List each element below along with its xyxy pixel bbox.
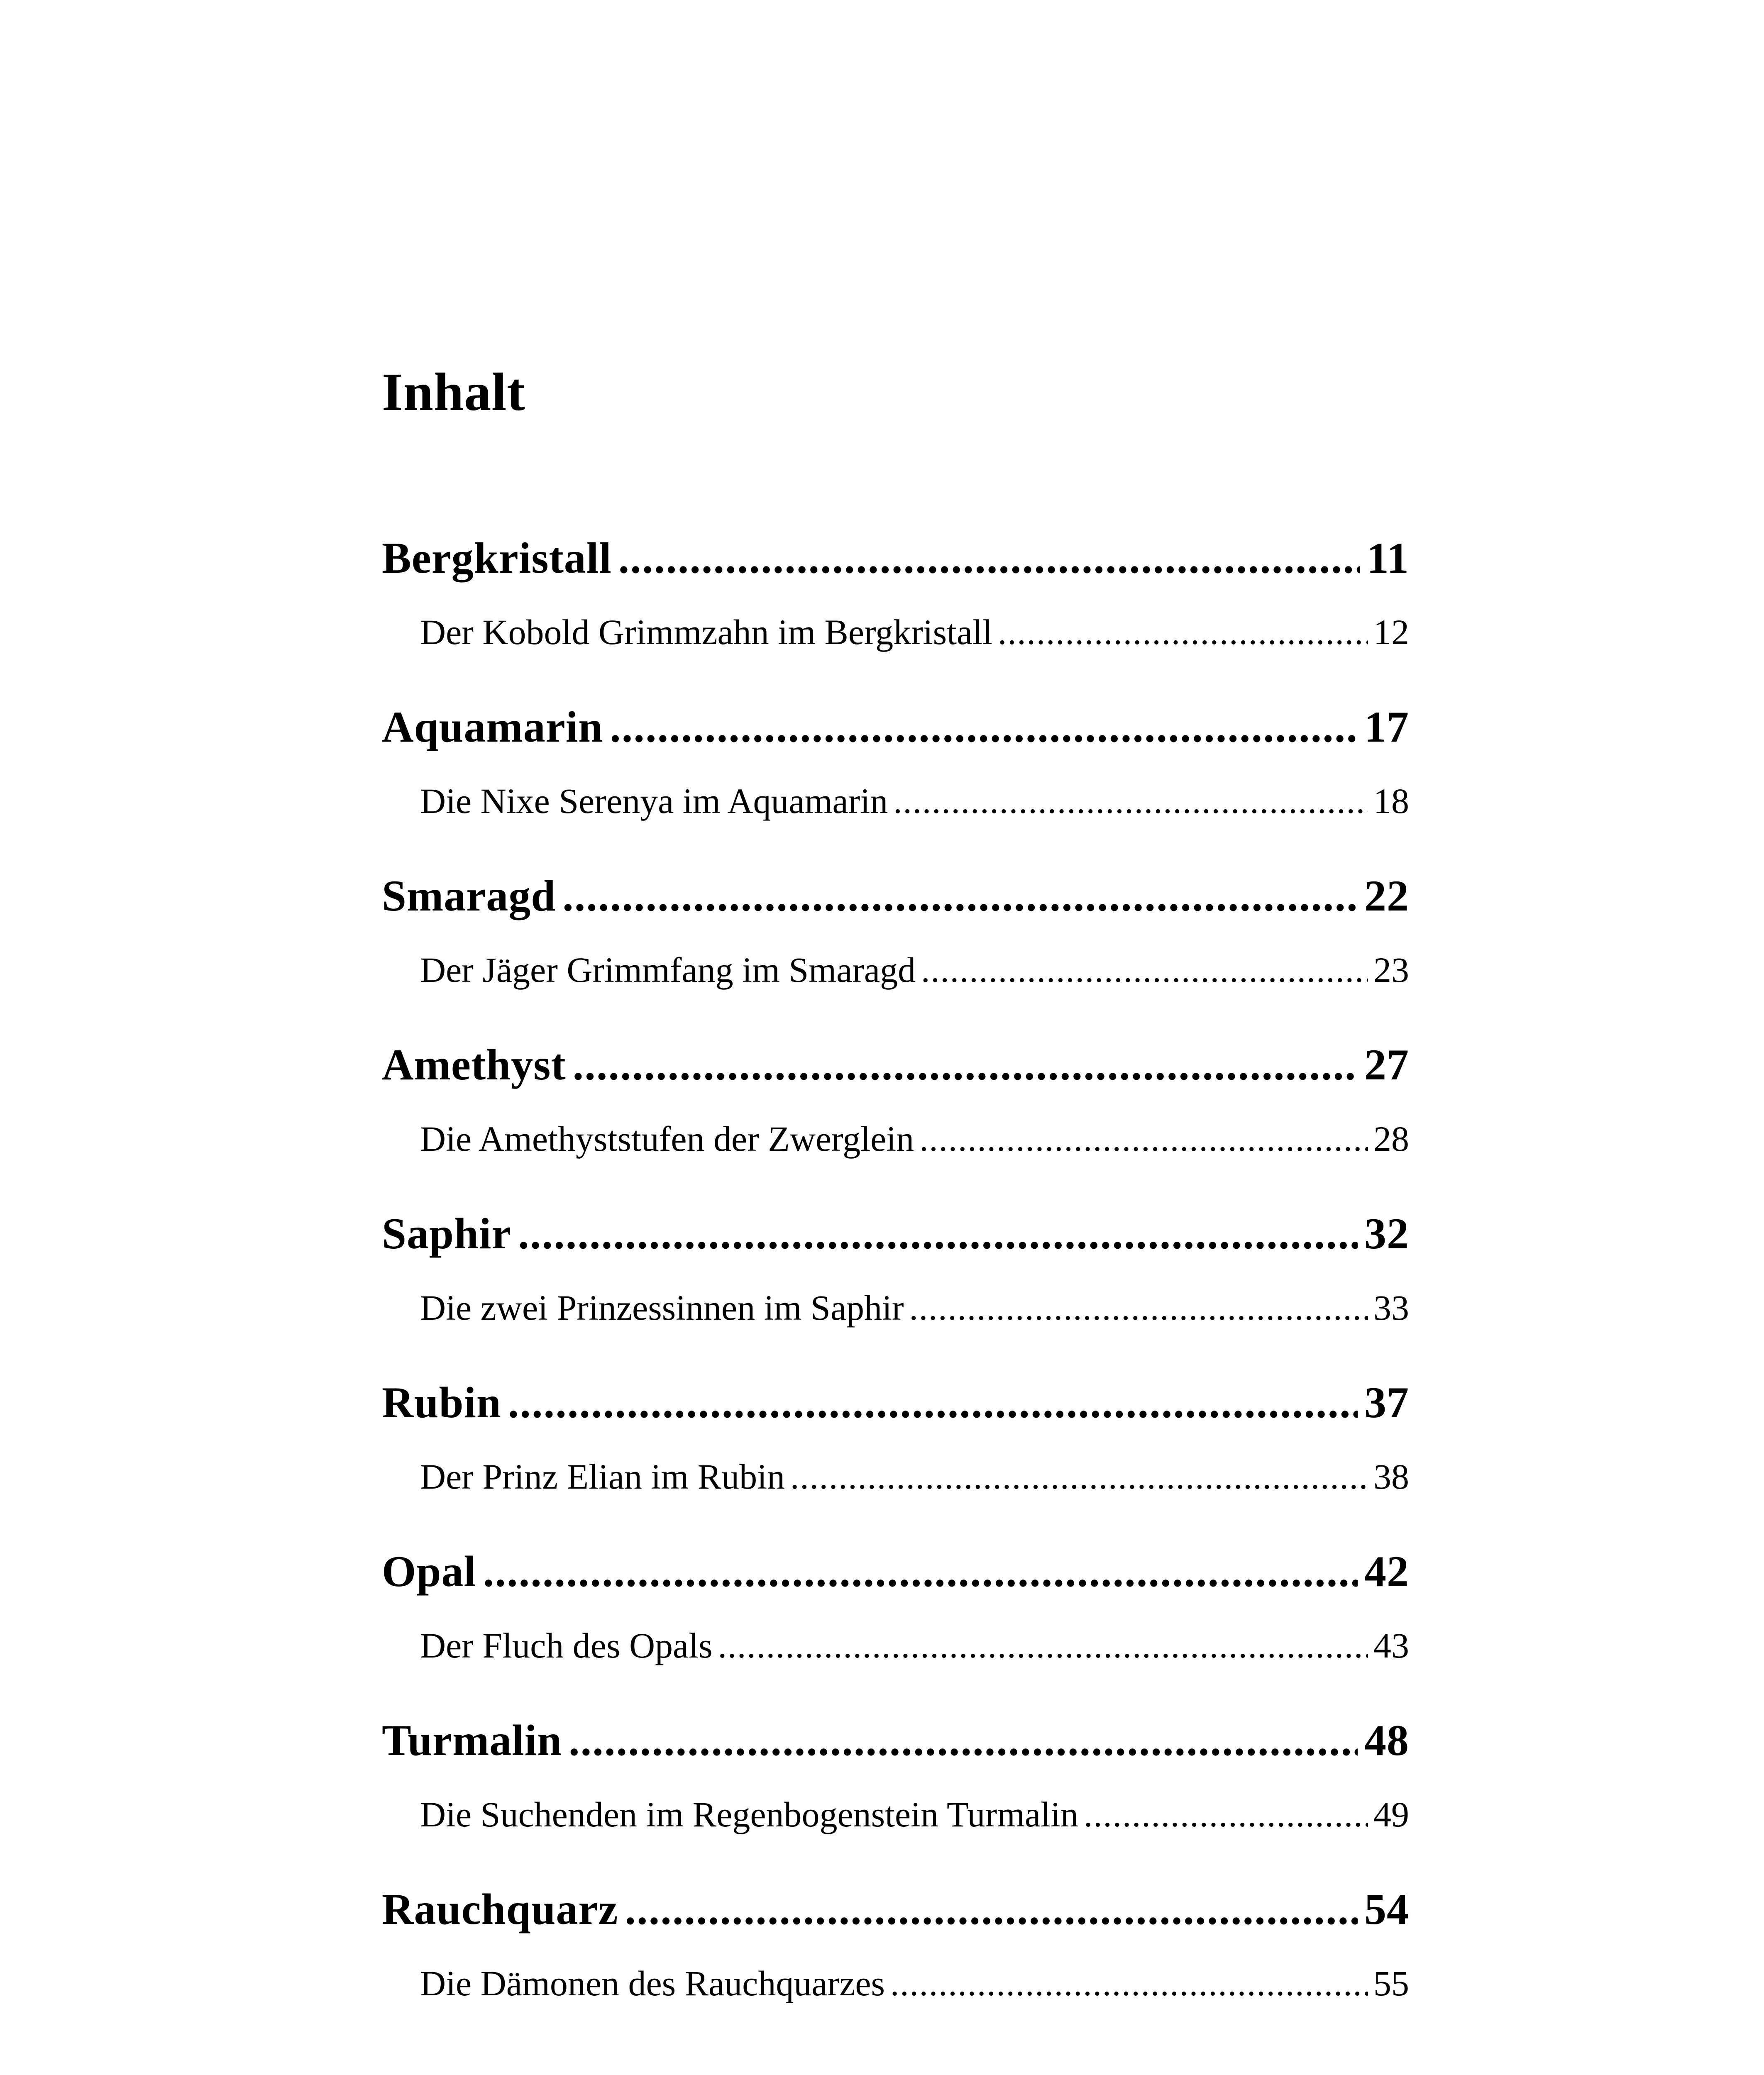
story-title: Der Jäger Grimmfang im Smaragd	[420, 950, 916, 990]
dot-leader	[508, 1372, 1358, 1434]
chapter-page-number: 42	[1364, 1547, 1409, 1596]
chapter-page-number: 11	[1366, 534, 1409, 582]
chapter-page-number: 22	[1364, 872, 1409, 920]
dot-leader	[610, 696, 1358, 758]
story-page-number: 23	[1373, 950, 1409, 990]
story-title: Der Kobold Grimmzahn im Bergkristall	[420, 612, 992, 652]
story-title: Die Suchenden im Regenbogenstein Turmalin	[420, 1794, 1079, 1834]
dot-leader	[998, 605, 1368, 659]
toc-chapter-entry[interactable]	[382, 696, 1409, 758]
toc-story-entry[interactable]	[420, 1787, 1409, 1841]
chapter-title: Aquamarin	[382, 703, 603, 751]
story-page-number: 55	[1373, 1963, 1409, 2003]
toc-section	[382, 865, 1409, 1034]
story-title: Der Fluch des Opals	[420, 1626, 713, 1665]
chapter-page-number: 48	[1364, 1716, 1409, 1765]
story-page-number: 12	[1373, 612, 1409, 652]
chapter-title: Rauchquarz	[382, 1885, 618, 1933]
toc-story-entry[interactable]	[420, 1281, 1409, 1335]
chapter-title: Smaragd	[382, 872, 556, 920]
dot-leader	[921, 943, 1368, 997]
dot-leader	[890, 1956, 1368, 2010]
chapter-title: Saphir	[382, 1209, 512, 1258]
toc-story-entry[interactable]	[420, 943, 1409, 997]
toc-story-entry[interactable]	[420, 1618, 1409, 1672]
story-title: Der Prinz Elian im Rubin	[420, 1457, 785, 1496]
story-page-number: 28	[1373, 1119, 1409, 1159]
chapter-page-number: 54	[1364, 1885, 1409, 1933]
toc-chapter-entry[interactable]	[382, 1709, 1409, 1772]
dot-leader	[518, 1203, 1358, 1265]
dot-leader	[562, 865, 1358, 927]
toc-story-entry[interactable]	[420, 605, 1409, 659]
dot-leader	[919, 1112, 1368, 1166]
dot-leader	[1084, 1787, 1368, 1841]
toc-story-entry[interactable]	[420, 1112, 1409, 1166]
toc-chapter-entry[interactable]	[382, 1878, 1409, 1941]
story-page-number: 33	[1373, 1288, 1409, 1328]
dot-leader	[718, 1618, 1368, 1672]
chapter-page-number: 37	[1364, 1378, 1409, 1427]
story-page-number: 38	[1373, 1457, 1409, 1496]
toc-chapter-entry[interactable]	[382, 1372, 1409, 1434]
dot-leader	[569, 1709, 1358, 1772]
chapter-page-number: 32	[1364, 1209, 1409, 1258]
dot-leader	[909, 1281, 1368, 1335]
story-page-number: 18	[1373, 781, 1409, 821]
story-page-number: 43	[1373, 1626, 1409, 1665]
toc-chapter-entry[interactable]	[382, 1540, 1409, 1603]
dot-leader	[573, 1034, 1358, 1096]
toc-section	[382, 1034, 1409, 1203]
toc-story-entry[interactable]	[420, 1956, 1409, 2010]
toc-section	[382, 527, 1409, 696]
toc-chapter-entry[interactable]	[382, 1034, 1409, 1096]
toc-section	[382, 1878, 1409, 2047]
toc-section	[382, 1540, 1409, 1709]
chapter-title: Turmalin	[382, 1716, 562, 1765]
dot-leader	[790, 1450, 1368, 1504]
toc-chapter-entry[interactable]	[382, 1203, 1409, 1265]
chapter-title: Bergkristall	[382, 534, 612, 582]
chapter-page-number: 27	[1364, 1040, 1409, 1089]
toc-section	[382, 1203, 1409, 1372]
dot-leader	[893, 774, 1368, 828]
toc-section	[382, 696, 1409, 865]
table-of-contents	[382, 527, 1409, 2047]
dot-leader	[483, 1540, 1358, 1603]
toc-story-entry[interactable]	[420, 1450, 1409, 1504]
story-title: Die Dämonen des Rauchquarzes	[420, 1963, 885, 2003]
toc-story-entry[interactable]	[420, 774, 1409, 828]
chapter-title: Amethyst	[382, 1040, 566, 1089]
chapter-title: Opal	[382, 1547, 476, 1596]
chapter-page-number: 17	[1364, 703, 1409, 751]
dot-leader	[625, 1878, 1358, 1941]
toc-section	[382, 1709, 1409, 1878]
story-title: Die Nixe Serenya im Aquamarin	[420, 781, 888, 821]
toc-heading: Inhalt	[382, 362, 525, 422]
story-title: Die Amethyststufen der Zwerglein	[420, 1119, 914, 1159]
story-page-number: 49	[1373, 1794, 1409, 1834]
chapter-title: Rubin	[382, 1378, 501, 1427]
toc-chapter-entry[interactable]	[382, 865, 1409, 927]
dot-leader	[618, 527, 1360, 589]
story-title: Die zwei Prinzessinnen im Saphir	[420, 1288, 904, 1328]
toc-chapter-entry[interactable]	[382, 527, 1409, 589]
toc-section	[382, 1372, 1409, 1540]
